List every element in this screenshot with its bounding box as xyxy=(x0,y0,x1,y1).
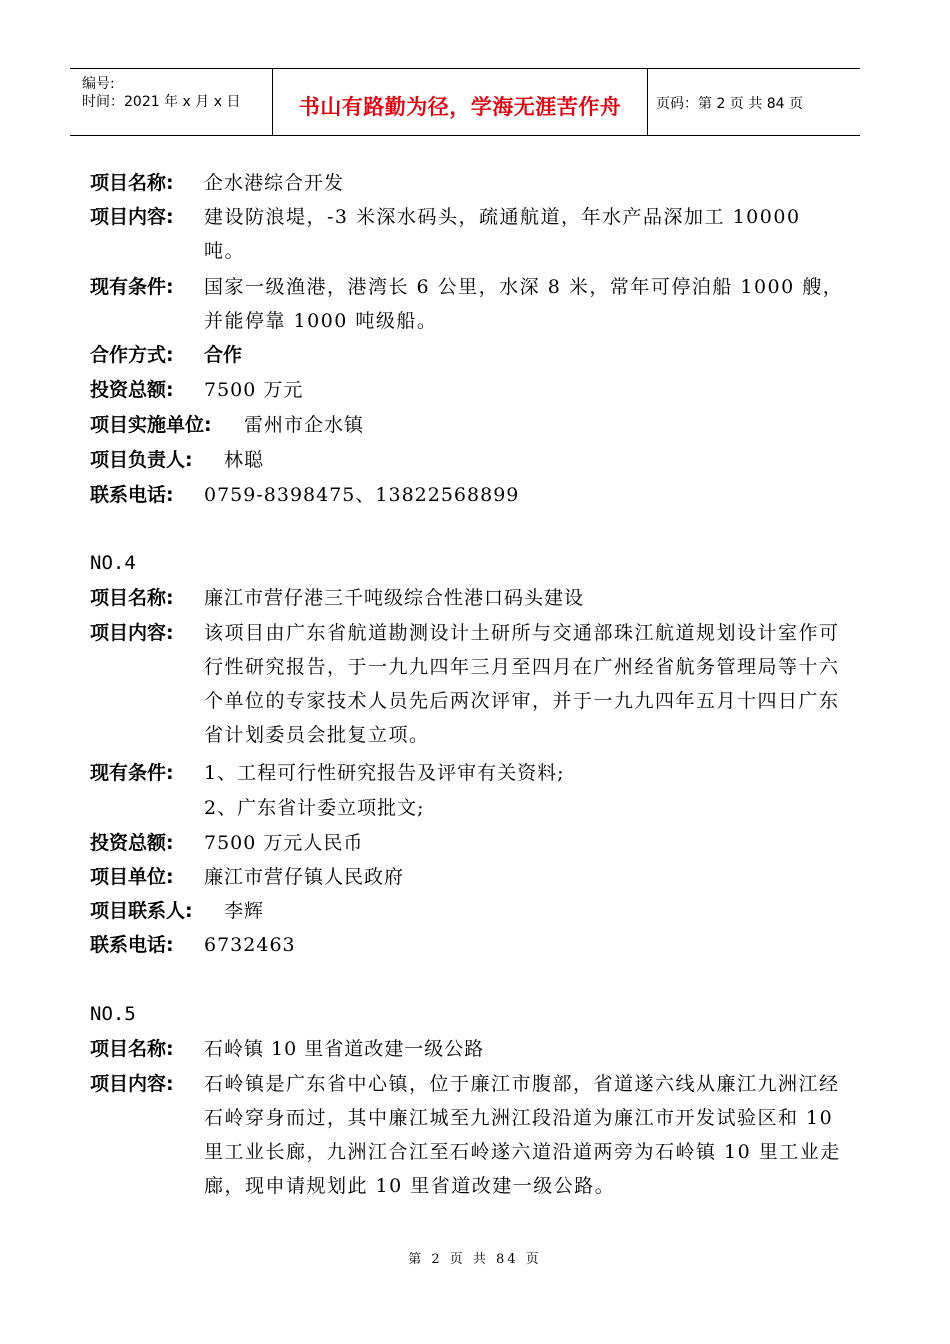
field-label: 合作方式: xyxy=(90,344,174,366)
field-value: 石岭镇是广东省中心镇，位于廉江市腹部，省道遂六线从廉江九洲江经石岭穿身而过，其中廉江城至九洲江段沿道为廉江市开发试验区和 10 里工业长廊，九洲江合江至石岭遂六道沿道两旁为石岭镇 10 里工业走廊，现申请规划此 10 里省道改建一级公路。 xyxy=(204,1073,841,1197)
field-label: 项目名称: xyxy=(90,587,174,609)
field-label: 项目单位: xyxy=(90,866,174,888)
field-label: 项目内容: xyxy=(90,1073,174,1095)
header-page-cell xyxy=(646,69,860,135)
field-value: 企水港综合开发 xyxy=(204,172,345,194)
field-label: 现有条件: xyxy=(90,276,174,298)
section-number: NO.5 xyxy=(90,1003,136,1025)
field-value: 7500 万元 xyxy=(204,379,304,401)
field-label: 项目内容: xyxy=(90,206,174,228)
field-label: 投资总额: xyxy=(90,379,174,401)
field-value: 建设防浪堤，-3 米深水码头，疏通航道，年水产品深加工 10000 吨。 xyxy=(204,206,801,262)
doc-time: 时间：2021 年 x 月 x 日 xyxy=(82,94,241,110)
field-value: 该项目由广东省航道勘测设计土研所与交通部珠江航道规划设计室作可行性研究报告，于一九九四年三月至四月在广州经省航务管理局等十六个单位的专家技术人员先后两次评审，并于一九九四年五月十四日广东省计划委员会批复立项。 xyxy=(204,622,840,746)
field-value: 0759-8398475、13822568899 xyxy=(204,484,520,506)
doc-number-label: 编号: xyxy=(82,76,115,92)
field-value: 林聪 xyxy=(224,449,265,471)
header-page-info: 页码：第 2 页 共 84 页 xyxy=(656,96,803,112)
condition-item: 2、广东省计委立项批文; xyxy=(204,797,425,819)
page-header xyxy=(70,68,860,136)
field-value: 廉江市营仔镇人民政府 xyxy=(204,866,405,888)
field-label: 联系电话: xyxy=(90,484,174,506)
field-label: 项目内容: xyxy=(90,622,174,644)
field-value: 7500 万元人民币 xyxy=(204,832,364,854)
header-meta xyxy=(70,69,272,135)
field-label: 现有条件: xyxy=(90,762,174,784)
field-label: 项目名称: xyxy=(90,1038,174,1060)
field-label: 项目名称: xyxy=(90,172,174,194)
field-value: 雷州市企水镇 xyxy=(244,414,365,436)
field-label: 项目实施单位: xyxy=(90,414,212,436)
field-value: 合作 xyxy=(204,344,243,366)
header-motto-cell xyxy=(272,69,648,135)
field-label: 项目负责人: xyxy=(90,449,193,471)
field-value: 国家一级渔港，港湾长 6 公里，水深 8 米，常年可停泊船 1000 艘，并能停靠 1000 吨级船。 xyxy=(204,276,844,332)
field-value: 廉江市营仔港三千吨级综合性港口码头建设 xyxy=(204,587,585,609)
field-value: 6732463 xyxy=(204,934,296,956)
field-label: 项目联系人: xyxy=(90,900,193,922)
field-value: 李辉 xyxy=(224,900,265,922)
field-label: 联系电话: xyxy=(90,934,174,956)
section-number: NO.4 xyxy=(90,552,136,574)
condition-item: 1、工程可行性研究报告及评审有关资料; xyxy=(204,762,565,784)
motto: 书山有路勤为径，学海无涯苦作舟 xyxy=(298,95,622,119)
field-value: 石岭镇 10 里省道改建一级公路 xyxy=(204,1038,485,1060)
page-footer: 第 2 页 共 84 页 xyxy=(408,1252,542,1267)
field-label: 投资总额: xyxy=(90,832,174,854)
